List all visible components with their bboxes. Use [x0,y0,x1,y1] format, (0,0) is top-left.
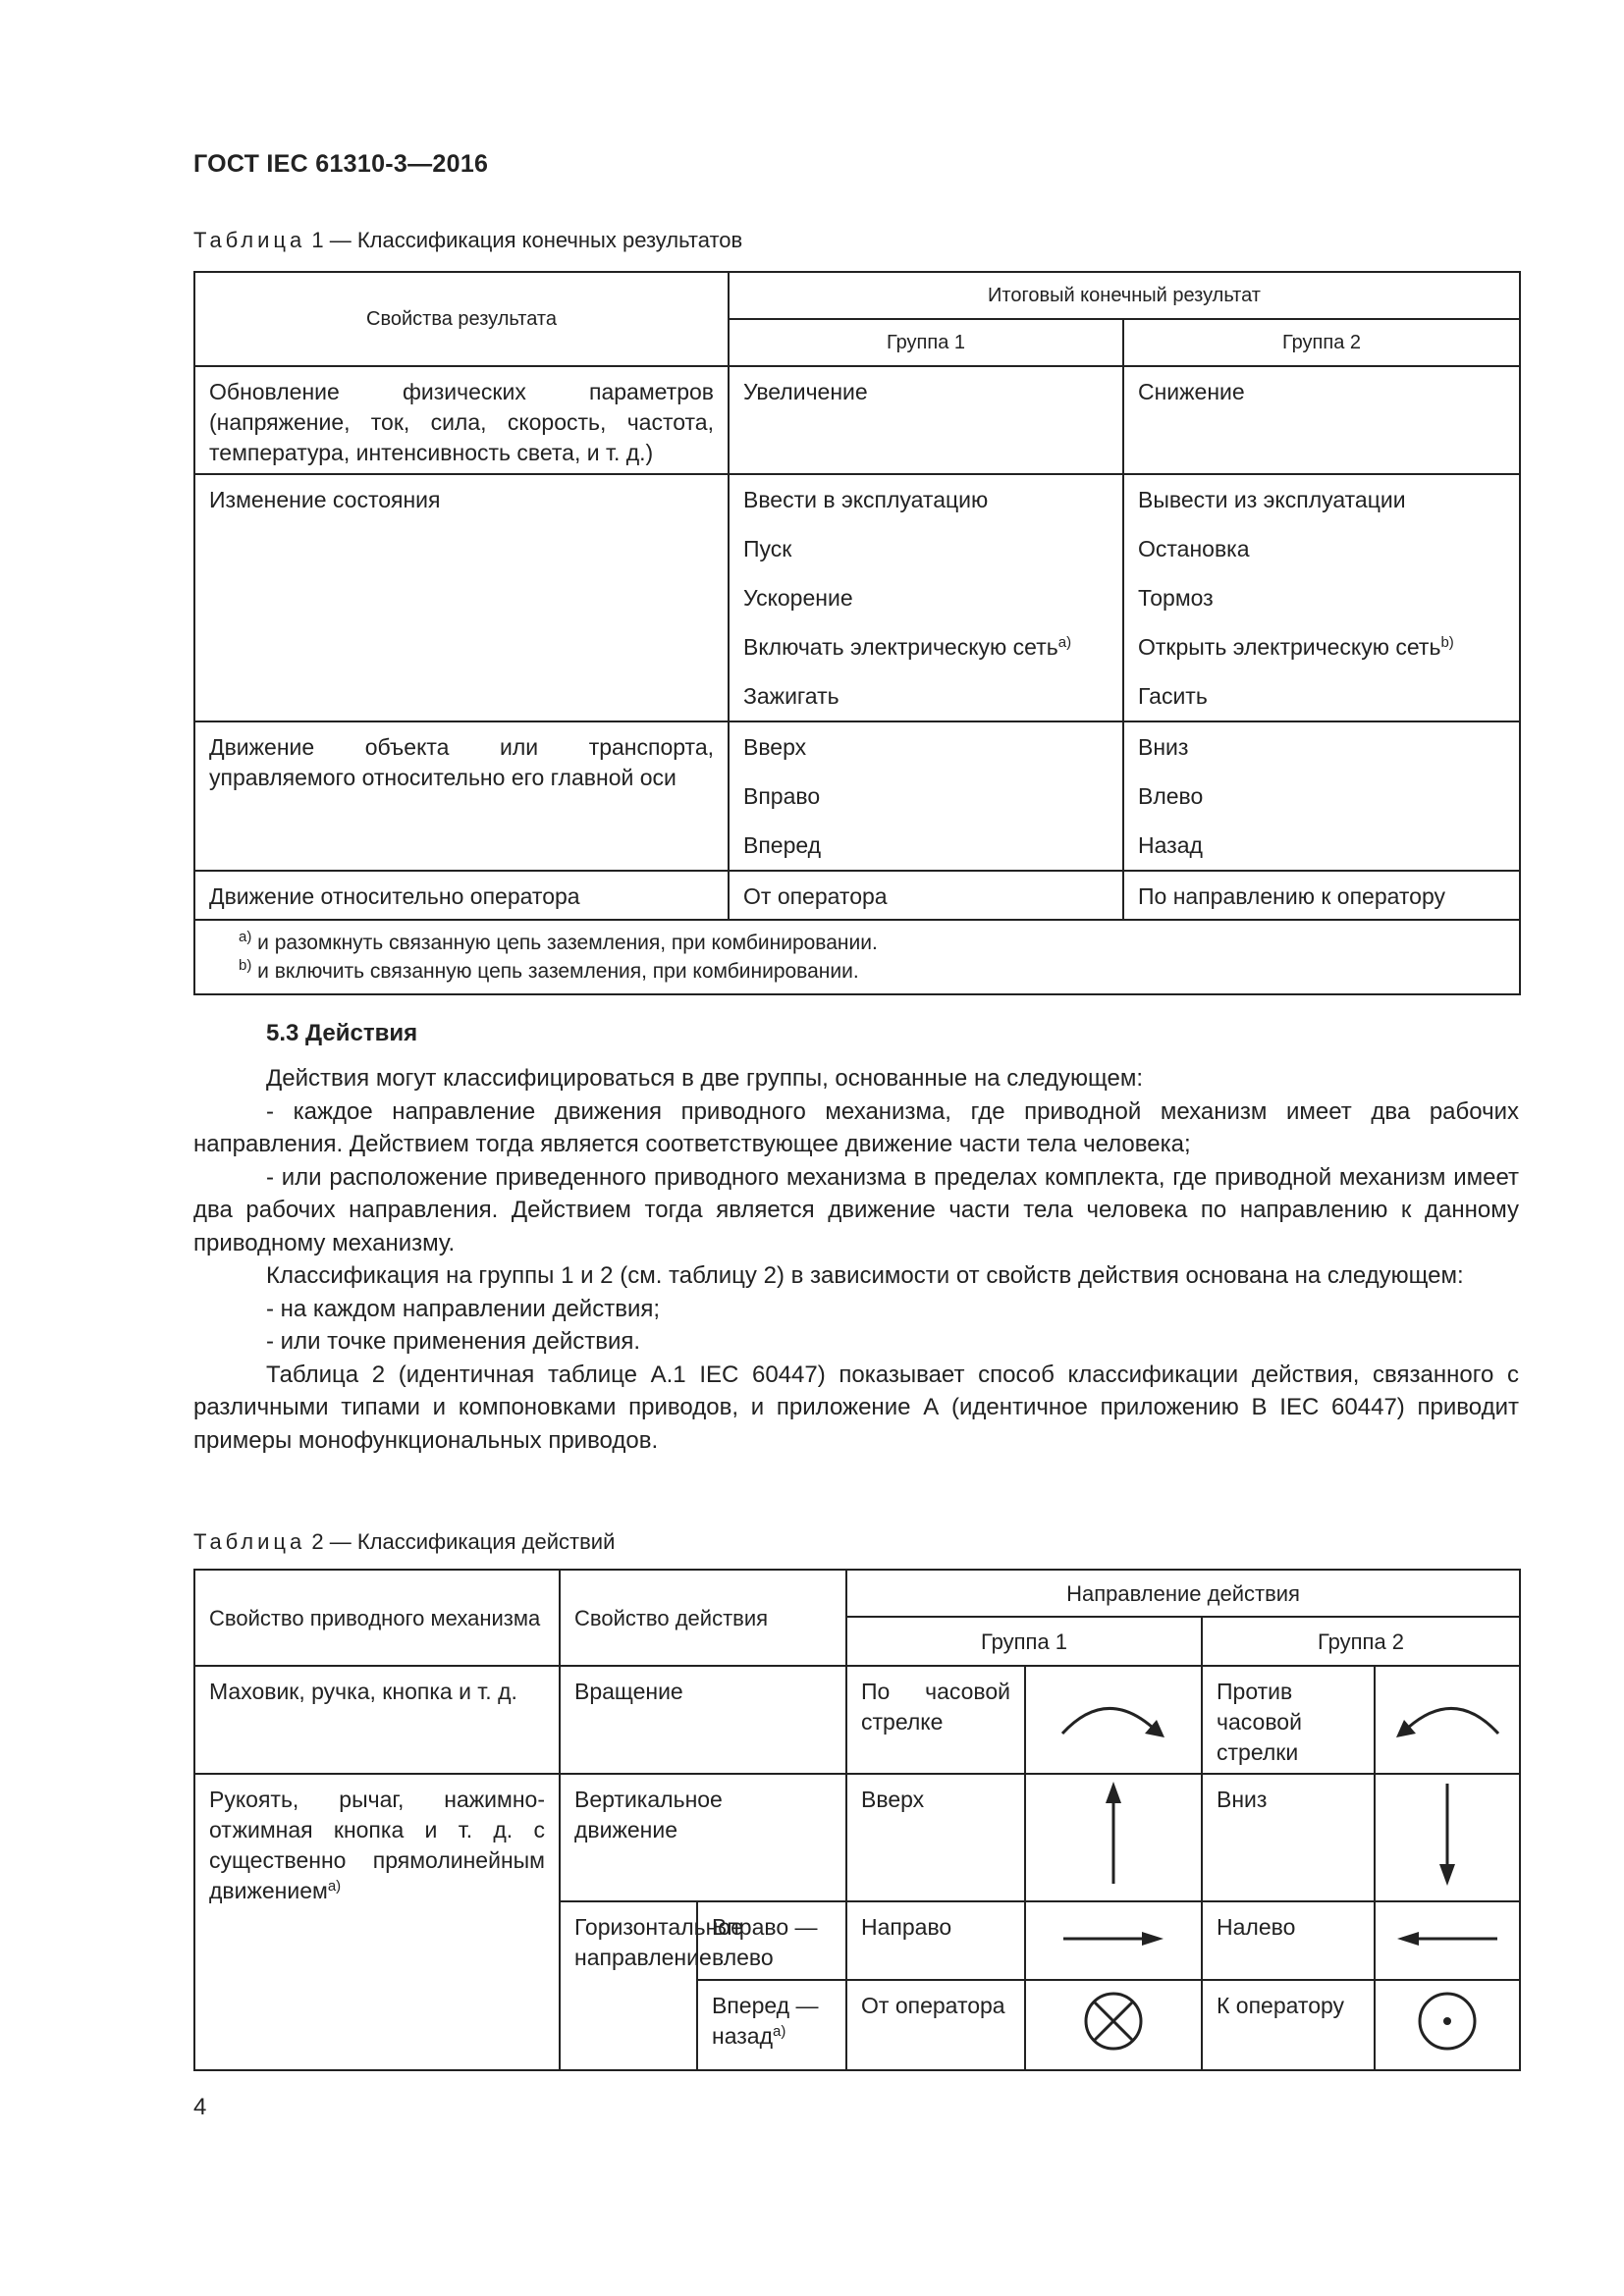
footnote-mark-a: a) [773,2023,786,2040]
list-item: Остановка [1138,536,1250,561]
table-row [194,721,1520,871]
table2-linear-mechanism-text: Рукоять, рычаг, нажимно-отжимная кнопка и т. д. с существенно прямолинейным движением [209,1787,545,1903]
list-item: Вывести из эксплуатации [1138,487,1406,512]
table1-row1-property: Обновление физических параметров (напряжение, ток, сила, скорость, частота, температура, интенсивность света, и т. д.) [194,366,729,474]
table2-horizontal-group1: Направо [846,1901,1025,1980]
table1-header-group2: Группа 2 [1123,319,1520,366]
away-from-operator-icon [1025,1980,1202,2070]
section-body [193,1062,1519,1457]
table1-row2-group2 [1123,474,1520,721]
arrow-right-icon [1025,1901,1202,1980]
table2-horizontal-sub-action: Вправо — влево [697,1901,846,1980]
table-results [193,271,1521,995]
paragraph: - на каждом направлении действия; [266,1295,661,1322]
table-row [194,1774,1520,1901]
list-item [743,632,1109,681]
table2-vertical-group1: Вверх [846,1774,1025,1901]
footnote-b-mark: b) [239,957,252,974]
list-item: Ввести в эксплуатацию [743,487,989,512]
table1-caption-prefix: Таблица [193,228,306,252]
table2-linear-mechanism [194,1774,560,2070]
table1-caption [193,228,742,253]
table2-vertical-action: Вертикальное движение [560,1774,846,1901]
list-item: Ускорение [743,585,853,611]
table2-header-action: Свойство действия [560,1570,846,1666]
section-title: 5.3 Действия [266,1020,418,1046]
table1-notes [194,920,1520,994]
table2-forward-sub-action-text: Вперед — назад [712,1993,819,2049]
paragraph: - или расположение приведенного приводного механизма в пределах комплекта, где приводной механизм имеет два рабочих направления. Действием тогда является движение части тела человека по направлению к данному приводному механизму. [193,1163,1519,1256]
table2-rotation-group1: По часовой стрелке [846,1666,1025,1774]
table1-header-property: Свойства результата [194,272,729,366]
list-item: Назад [1138,832,1203,858]
table-row [194,871,1520,920]
list-item-text: Включать электрическую сеть [743,634,1058,660]
table2-horizontal-action: Горизонтальное направление [560,1901,697,2070]
table2-caption-prefix: Таблица [193,1529,306,1554]
table2-forward-group1: От оператора [846,1980,1025,2070]
clockwise-arrow-icon [1025,1666,1202,1774]
table2-rotation-group2: Против часовой стрелки [1202,1666,1375,1774]
table2-rotation-action: Вращение [560,1666,846,1774]
page-number: 4 [193,2094,207,2120]
list-item [1138,632,1505,681]
list-item: Вверх [743,734,807,760]
arrow-down-icon [1375,1774,1520,1901]
list-item: Вперед [743,832,822,858]
table1-row3-property: Движение объекта или транспорта, управляемого относительно его главной оси [194,721,729,871]
footnote-mark-b: b) [1440,634,1454,651]
footnote-b [239,957,1505,986]
table2-header-direction: Направление действия [846,1570,1520,1617]
table2-header-group1: Группа 1 [846,1617,1202,1666]
table-actions [193,1569,1521,2071]
table2-header-mechanism: Свойство приводного механизма [194,1570,560,1666]
toward-operator-icon [1375,1980,1520,2070]
table-row [194,366,1520,474]
table2-forward-group2: К оператору [1202,1980,1375,2070]
counterclockwise-arrow-icon [1375,1666,1520,1774]
footnote-a-text: и разомкнуть связанную цепь заземления, при комбинировании. [251,932,878,954]
footnote-a-mark: a) [239,929,252,945]
list-item-text: Открыть электрическую сеть [1138,634,1441,660]
list-item: Влево [1138,783,1204,809]
list-item: Вниз [1138,734,1189,760]
table2-forward-sub-action [697,1980,846,2070]
table1-row3-group1 [729,721,1123,871]
table2-caption [193,1529,615,1555]
list-item: Зажигать [743,683,839,709]
arrow-up-icon [1025,1774,1202,1901]
footnote-b-text: и включить связанную цепь заземления, при комбинировании. [251,960,859,983]
table1-row3-group2 [1123,721,1520,871]
table2-horizontal-group2: Налево [1202,1901,1375,1980]
paragraph: - или точке применения действия. [266,1328,641,1355]
table2-caption-title: 2 — Классификация действий [305,1529,616,1554]
table1-row4-group1: От оператора [729,871,1123,920]
table-row [194,474,1520,721]
table1-notes-cell [194,920,1520,994]
standard-id: ГОСТ IEC 61310-3—2016 [193,150,489,178]
list-item: Гасить [1138,683,1208,709]
table1-row2-property: Изменение состояния [194,474,729,721]
arrow-left-icon [1375,1901,1520,1980]
footnote-mark-a: a) [327,1878,342,1895]
footnote-mark-a: a) [1057,634,1072,651]
table2-vertical-group2: Вниз [1202,1774,1375,1901]
paragraph: Классификация на группы 1 и 2 (см. таблицу 2) в зависимости от свойств действия основана на следующем: [266,1262,1464,1289]
paragraph: Таблица 2 (идентичная таблице А.1 IEC 60447) показывает способ классификации действия, связанного с различными типами и компоновками приводов, и приложение А (идентичное приложению В IEC 60447) приводит примеры монофункциональных приводов. [193,1361,1519,1454]
table-row [194,1666,1520,1774]
footnote-a [239,929,1505,957]
list-item: Вправо [743,783,821,809]
table1-row4-group2: По направлению к оператору [1123,871,1520,920]
paragraph: Действия могут классифицироваться в две группы, основанные на следующем: [266,1065,1144,1092]
table2-rotation-mechanism: Маховик, ручка, кнопка и т. д. [194,1666,560,1774]
paragraph: - каждое направление движения приводного механизма, где приводной механизм имеет два рабочих направления. Действием тогда является соответствующее движение части тела человека; [193,1097,1519,1157]
table1-caption-title: 1 — Классификация конечных результатов [305,228,743,252]
list-item: Тормоз [1138,585,1214,611]
table1-row2-group1 [729,474,1123,721]
table1-row1-group2: Снижение [1123,366,1520,474]
table1-row1-group1: Увеличение [729,366,1123,474]
table2-header-group2: Группа 2 [1202,1617,1520,1666]
table1-header-group1: Группа 1 [729,319,1123,366]
table1-header-final: Итоговый конечный результат [729,272,1520,319]
table1-row4-property: Движение относительно оператора [194,871,729,920]
list-item: Пуск [743,536,792,561]
